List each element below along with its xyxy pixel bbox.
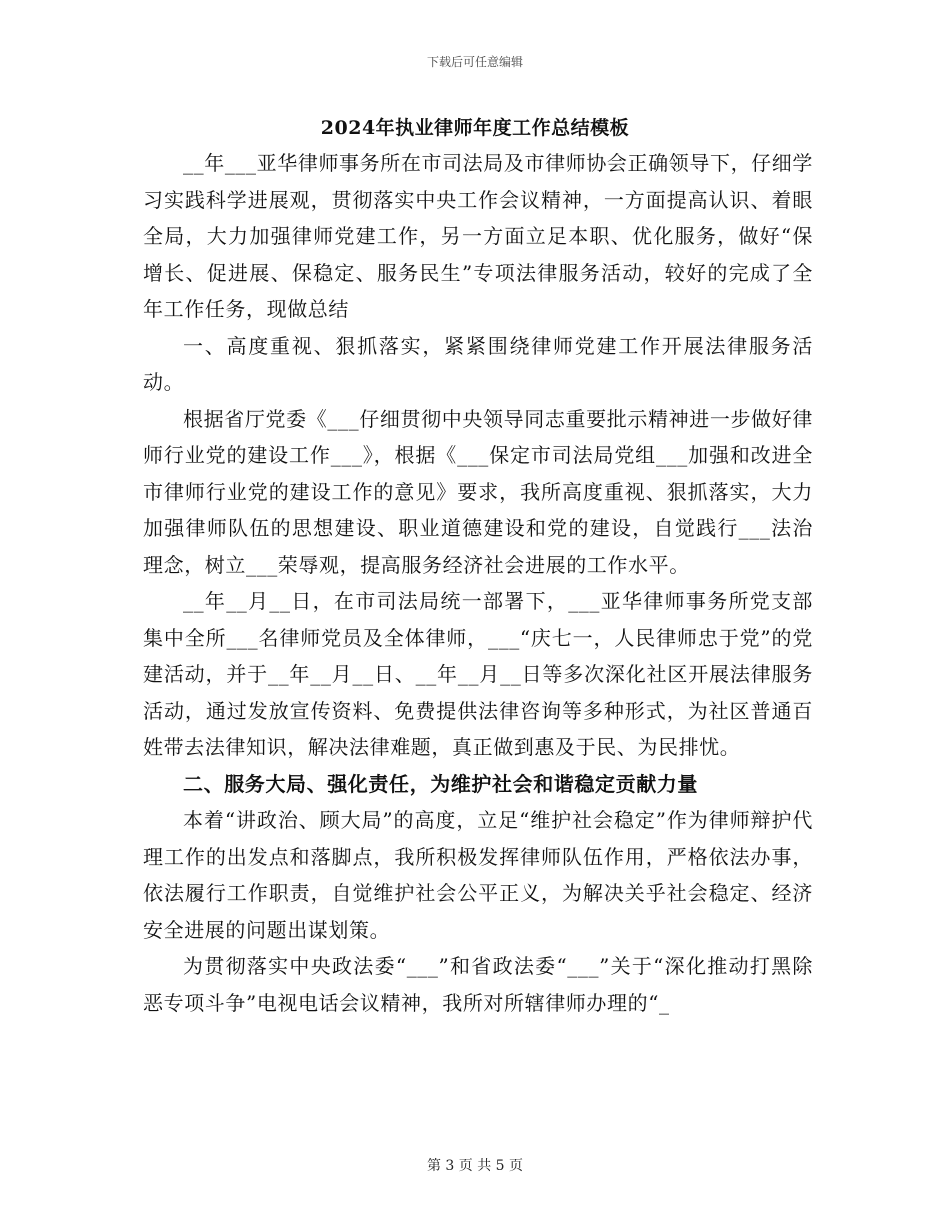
paragraph-social-stability: 本着“讲政治、顾大局”的高度，立足“维护社会稳定”作为律师辩护代理工作的出发点和落脚点，我所积极发挥律师队伍作用，严格依法办事，依法履行工作职责，自觉维护社会公平正义，为解决关乎社会稳定、经济安全进展的问题出谋划策。 [143,808,813,942]
paragraph-community-service: __年__月__日，在市司法局统一部署下，___亚华律师事务所党支部集中全所___名律师党员及全体律师，___“庆七一，人民律师忠于党”的党建活动，并于__年__月__日、__年__月__日等多次深化社区开展法律服务活动，通过发放宣传资料、免费提供法律咨询等多种形式，为社区普通百姓带去法律知识，解决法律难题，真正做到惠及于民、为民排忧。 [143,589,813,759]
page-number-footer: 第 3 页 共 5 页 [426,1158,524,1174]
document-title: 2024年执业律师年度工作总结模板 [320,117,630,139]
document-body [143,145,813,1021]
paragraph-anti-crime: 为贯彻落实中央政法委“___”和省政法委“___”关于“深化推动打黑除恶专项斗争”电视电话会议精神，我所对所辖律师办理的“_ [143,954,813,1015]
paragraph-intro: __年___亚华律师事务所在市司法局及市律师协会正确领导下，仔细学习实践科学进展观，贯彻落实中央工作会议精神，一方面提高认识、着眼全局，大力加强律师党建工作，另一方面立足本职、优化服务，做好“保增长、促进展、保稳定、服务民生”专项法律服务活动，较好的完成了全年工作任务，现做总结 [143,151,813,321]
paragraph-party-building: 根据省厅党委《___仔细贯彻中央领导同志重要批示精神进一步做好律师行业党的建设工作___》，根据《___保定市司法局党组___加强和改进全市律师行业党的建设工作的意见》要求，我所高度重视、狠抓落实，大力加强律师队伍的思想建设、职业道德建设和党的建设，自觉践行___法治理念，树立___荣辱观，提高服务经济社会进展的工作水平。 [143,406,813,577]
paragraph-section-2-heading: 二、服务大局、强化责任，为维护社会和谐稳定贡献力量 [183,771,698,796]
header-note: 下载后可任意编辑 [426,55,523,69]
paragraph-section-1-heading: 一、高度重视、狠抓落实，紧紧围绕律师党建工作开展法律服务活动。 [143,333,813,394]
